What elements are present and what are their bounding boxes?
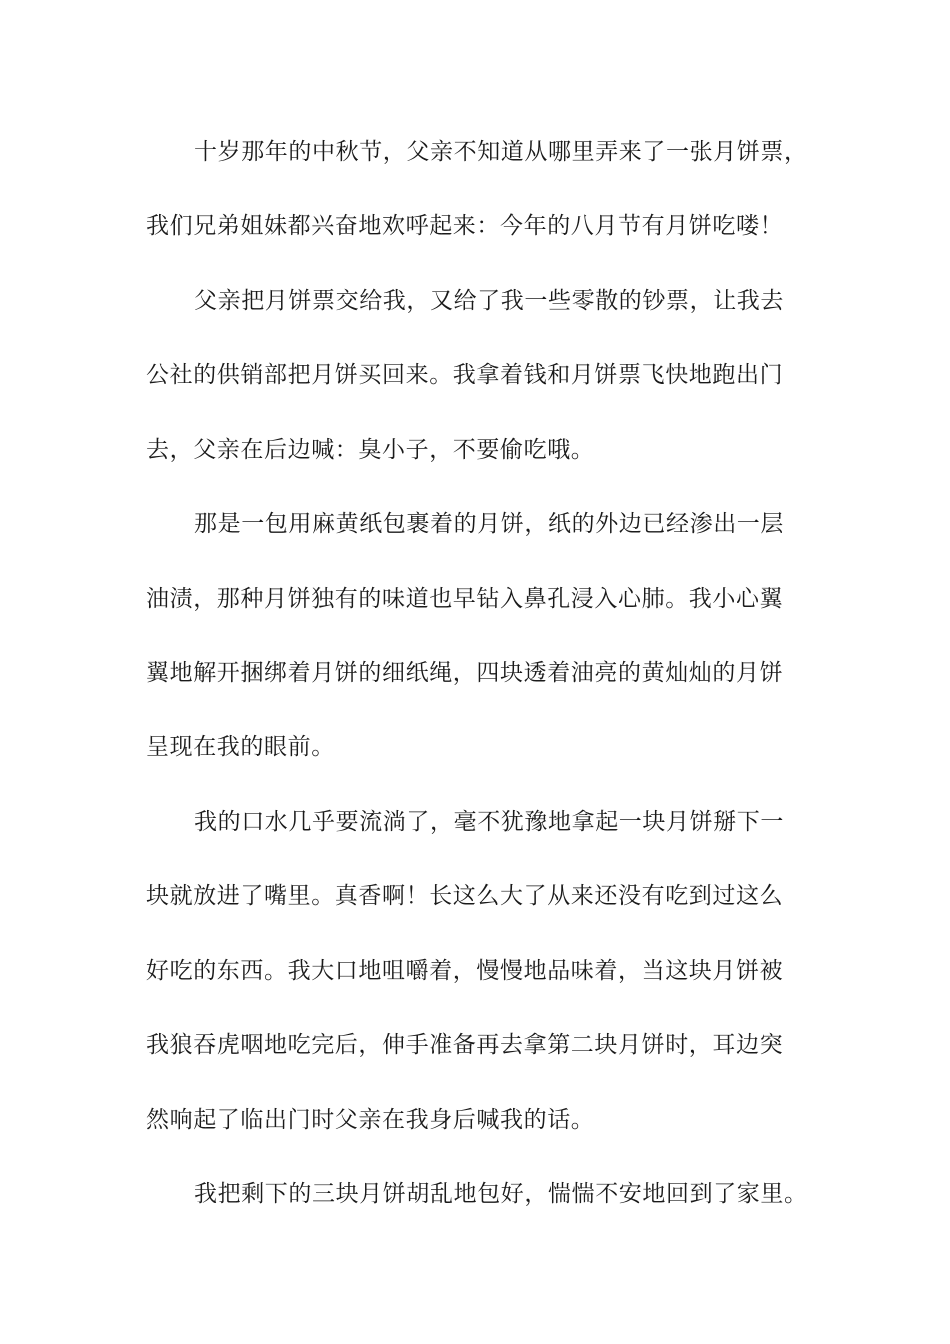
text-line: 十岁那年的中秋节，父亲不知道从哪里弄来了一张月饼票， [194, 139, 808, 165]
text-line: 我把剩下的三块月饼胡乱地包好，惴惴不安地回到了家里。 [194, 1181, 808, 1207]
text-line: 我狼吞虎咽地吃完后，伸手准备再去拿第二块月饼时，耳边突 [146, 1032, 784, 1058]
text-line: 翼地解开捆绑着月饼的细纸绳，四块透着油亮的黄灿灿的月饼 [146, 660, 784, 686]
text-line: 块就放进了嘴里。真香啊！长这么大了从来还没有吃到过这么 [146, 883, 784, 909]
text-line: 公社的供销部把月饼买回来。我拿着钱和月饼票飞快地跑出门 [146, 362, 784, 388]
text-line: 然响起了临出门时父亲在我身后喊我的话。 [146, 1107, 595, 1133]
text-line: 我们兄弟姐妹都兴奋地欢呼起来：今年的八月节有月饼吃喽！ [146, 213, 784, 239]
text-line: 去，父亲在后边喊：臭小子，不要偷吃哦。 [146, 437, 595, 463]
text-line: 那是一包用麻黄纸包裹着的月饼，纸的外边已经渗出一层 [194, 511, 784, 537]
text-line: 油渍，那种月饼独有的味道也早钻入鼻孔浸入心肺。我小心翼 [146, 586, 784, 612]
text-line: 父亲把月饼票交给我，又给了我一些零散的钞票，让我去 [194, 288, 784, 314]
text-line: 好吃的东西。我大口地咀嚼着，慢慢地品味着，当这块月饼被 [146, 958, 784, 984]
text-line: 呈现在我的眼前。 [146, 734, 335, 760]
text-line: 我的口水几乎要流淌了，毫不犹豫地拿起一块月饼掰下一 [194, 809, 784, 835]
